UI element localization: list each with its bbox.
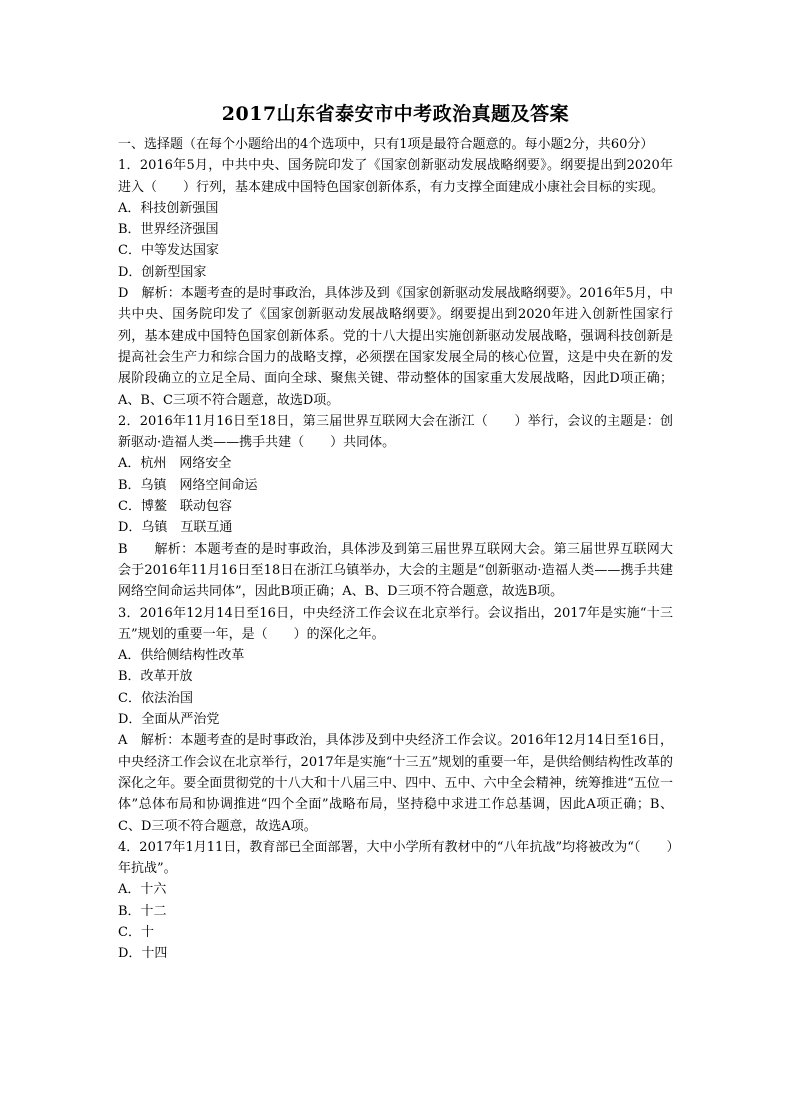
option-d: D．乌镇 互联互通 bbox=[118, 520, 233, 536]
section-heading: 一、选择题（在每个小题给出的4个选项中，只有1项是最符合题意的。每小题2分，共60分） bbox=[118, 137, 654, 152]
question-stem: 1．2016年5月，中共中央、国务院印发了《国家创新驱动发展战略纲要》。纲要提出到2020年进入（ ）行列，基本建成中国特色国家创新体系，有力支撑全面建成小康社会目标的实现。 bbox=[118, 158, 673, 195]
option-d: D．十四 bbox=[118, 946, 168, 962]
option-b: B．乌镇 网络空间命运 bbox=[118, 477, 258, 493]
option-c: C．博鳌 联动包容 bbox=[118, 499, 232, 515]
option-c: C．依法治国 bbox=[118, 690, 193, 706]
question-1 bbox=[118, 155, 673, 411]
option-b: B．十二 bbox=[118, 903, 167, 919]
option-a: A．供给侧结构性改革 bbox=[118, 648, 245, 664]
question-4 bbox=[118, 837, 673, 965]
option-a: A．十六 bbox=[118, 882, 167, 898]
question-3 bbox=[118, 603, 673, 837]
option-a: A．杭州 网络安全 bbox=[118, 456, 232, 472]
question-2 bbox=[118, 411, 673, 603]
answer-analysis: D 解析：本题考查的是时事政治，具体涉及到《国家创新驱动发展战略纲要》。2016年5月，中共中央、国务院印发了《国家创新驱动发展战略纲要》。纲要提出到2020年进入创新性国家行列，基本建成中国特色国家创新体系。党的十八大提出实施创新驱动发展战略，强调科技创新是提高社会生产力和综合国力的战略支撑，必须摆在国家发展全局的核心位置，这是中央在新的发展阶段确立的立足全局、面向全球、聚焦关键、带动整体的国家重大发展战略，因此D项正确；A、B、C三项不符合题意，故选D项。 bbox=[118, 286, 673, 408]
option-c: C．十 bbox=[118, 924, 154, 940]
document-page bbox=[118, 100, 673, 965]
question-stem: 3．2016年12月14日至16日，中央经济工作会议在北京举行。会议指出，2017年是实施“十三五”规划的重要一年，是（ ）的深化之年。 bbox=[118, 605, 673, 642]
option-b: B．世界经济强国 bbox=[118, 222, 219, 238]
option-b: B．改革开放 bbox=[118, 669, 193, 685]
answer-analysis: A 解析：本题考查的是时事政治，具体涉及到中央经济工作会议。2016年12月14日至16日，中央经济工作会议在北京举行，2017年是实施“十三五”规划的重要一年，是供给侧结构性改革的深化之年。要全面贯彻党的十八大和十八届三中、四中、五中、六中全会精神，统筹推进“五位一体”总体布局和协调推进“四个全面”战略布局，坚持稳中求进工作总基调，因此A项正确；B、C、D三项不符合题意，故选A项。 bbox=[118, 733, 673, 834]
answer-analysis: B 解析：本题考查的是时事政治，具体涉及到第三届世界互联网大会。第三届世界互联网大会于2016年11月16日至18日在浙江乌镇举办，大会的主题是“创新驱动·造福人类——携手共建网络空间命运共同体”，因此B项正确；A、B、D三项不符合题意，故选B项。 bbox=[118, 541, 673, 600]
option-c: C．中等发达国家 bbox=[118, 243, 219, 259]
question-stem: 2．2016年11月16日至18日，第三届世界互联网大会在浙江（ ）举行，会议的主题是：创新驱动·造福人类——携手共建（ ）共同体。 bbox=[118, 413, 673, 451]
document-title: 2017山东省泰安市中考政治真题及答案 bbox=[221, 103, 570, 125]
question-stem: 4．2017年1月11日，教育部已全面部署，大中小学所有教材中的“八年抗战”均将被改为“（ ）年抗战”。 bbox=[118, 839, 673, 877]
option-d: D．全面从严治党 bbox=[118, 712, 220, 728]
option-a: A．科技创新强国 bbox=[118, 200, 219, 216]
option-d: D．创新型国家 bbox=[118, 264, 207, 280]
